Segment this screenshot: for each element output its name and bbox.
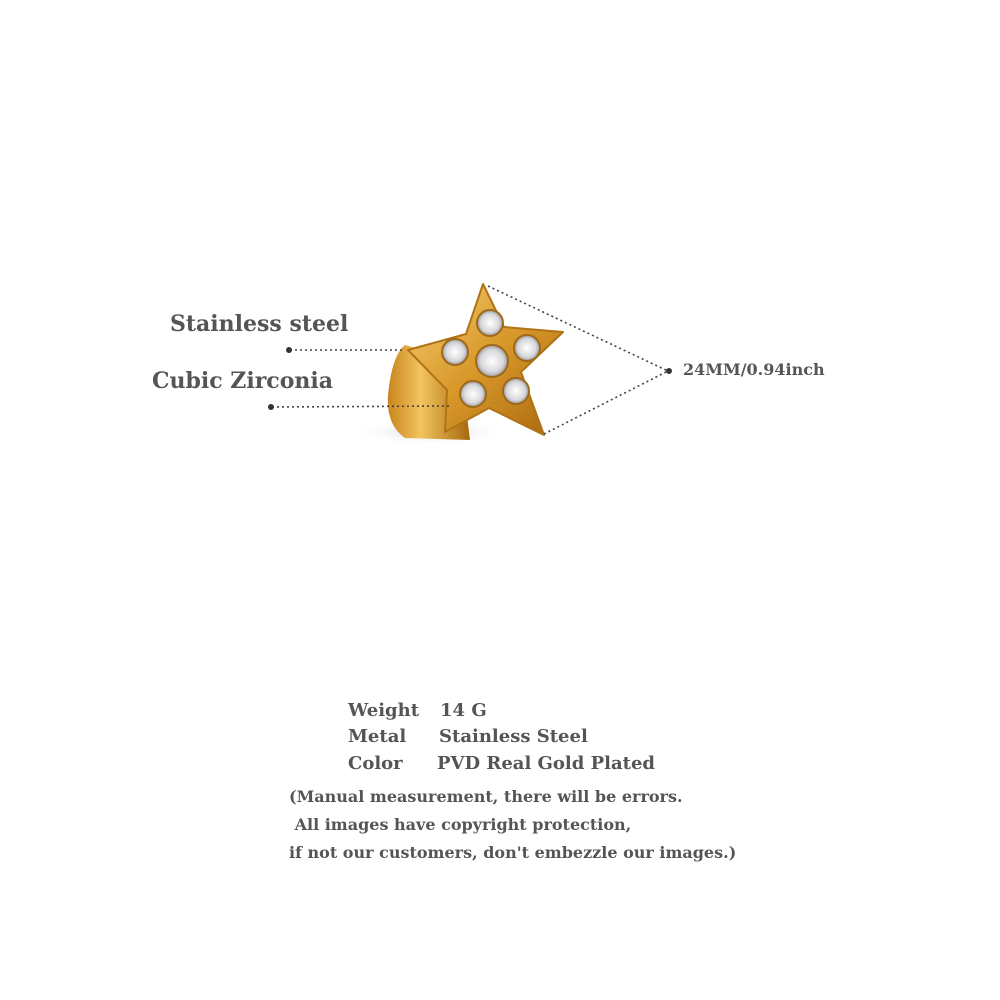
spec-key: Metal: [348, 726, 407, 747]
stone: [442, 339, 468, 365]
spec-value: Stainless Steel: [439, 726, 588, 747]
stone: [477, 310, 503, 336]
spec-key: Weight: [348, 700, 420, 721]
spec-value: PVD Real Gold Plated: [437, 753, 656, 774]
leader-dot: [666, 368, 672, 374]
disclaimer-line: All images have copyright protection,: [289, 815, 632, 834]
leader-dot: [286, 347, 292, 353]
spec-key: Color: [348, 753, 403, 774]
material-label: Stainless steel: [170, 311, 349, 337]
stone-label: Cubic Zirconia: [152, 368, 333, 394]
disclaimer-line: if not our customers, don't embezzle our images.): [289, 843, 737, 862]
stone: [476, 345, 508, 377]
disclaimer-line: (Manual measurement, there will be errors.: [289, 787, 683, 806]
stone: [514, 335, 540, 361]
leader-dot: [268, 404, 274, 410]
spec-value: 14 G: [440, 700, 487, 721]
stone: [460, 381, 486, 407]
stone: [503, 378, 529, 404]
dimension-label: 24MM/0.94inch: [683, 360, 825, 379]
